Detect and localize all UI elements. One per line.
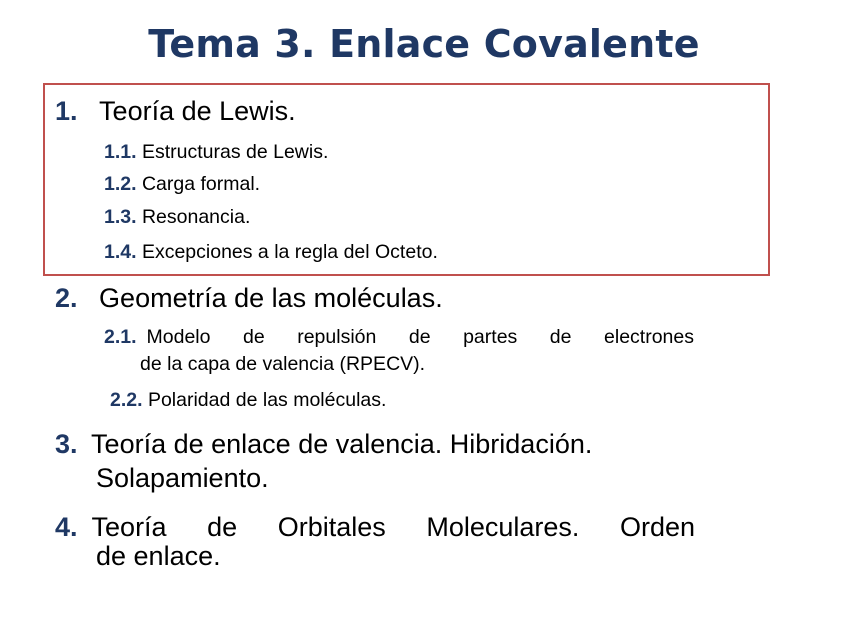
subsection-1-2-number: 1.2.: [104, 173, 137, 195]
subsection-1-4-number: 1.4.: [104, 241, 137, 263]
subsection-1-3-text: Resonancia.: [141, 206, 251, 228]
section-2-heading: [55, 283, 443, 314]
subsection-2-1-text-line-1: Modelo de repulsión de partes de electrones: [146, 326, 694, 348]
section-4-number: 4.: [55, 512, 78, 542]
subsection-2-2: [110, 389, 386, 412]
subsection-2-2-text: Polaridad de las moléculas.: [147, 389, 387, 411]
section-2-number: 2.: [55, 283, 78, 313]
subsection-1-3-number: 1.3.: [104, 206, 137, 228]
section-2-title: Geometría de las moléculas.: [99, 283, 443, 313]
subsection-2-1-number: 2.1.: [104, 326, 137, 348]
subsection-1-4: [104, 241, 438, 264]
section-4-text-line-1: Teoría de Orbitales Moleculares. Orden: [91, 512, 695, 542]
subsection-1-4-text: Excepciones a la regla del Octeto.: [141, 241, 438, 263]
subsection-1-1: [104, 141, 328, 164]
section-3-heading: [55, 429, 592, 460]
subsection-2-1-line-2: [140, 353, 425, 376]
section-4-line-1: [55, 512, 695, 543]
subsection-1-1-number: 1.1.: [104, 141, 137, 163]
subsection-2-2-number: 2.2.: [110, 389, 143, 411]
subsection-1-1-text: Estructuras de Lewis.: [141, 141, 329, 163]
section-3-text-line-1: Teoría de enlace de valencia. Hibridación.: [91, 429, 593, 459]
section-1-title: Teoría de Lewis.: [99, 96, 296, 126]
section-4-heading: [55, 512, 695, 543]
slide-title: Tema 3. Enlace Covalente: [148, 22, 700, 66]
section-1-heading: [55, 96, 296, 127]
section-3-text-line-2: Solapamiento.: [96, 463, 269, 493]
subsection-1-2-text: Carga formal.: [141, 173, 261, 195]
section-4-text-line-2: de enlace.: [96, 541, 221, 571]
subsection-2-1: [104, 326, 694, 349]
section-1-number: 1.: [55, 96, 78, 126]
subsection-1-2: [104, 173, 260, 196]
subsection-1-3: [104, 206, 250, 229]
subsection-2-1-line-1: [104, 326, 694, 349]
section-3-number: 3.: [55, 429, 78, 459]
section-4-line-2: [96, 541, 221, 572]
subsection-2-1-text-line-2: de la capa de valencia (RPECV).: [140, 353, 426, 375]
section-3-line-2: [96, 463, 269, 494]
